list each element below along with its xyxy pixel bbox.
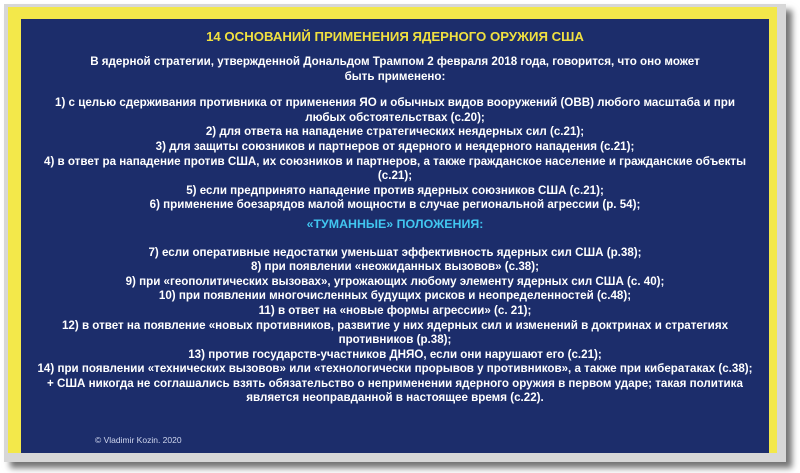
list-item: 14) при появлении «технических вызовов» или «технологически прорывов у противников», а также при кибератаках (с.38); [37,362,753,376]
list-item: 11) в ответ на «новые формы агрессии» (с. 21); [258,303,532,317]
list-item: 9) при «геополитических вызовах», угрожающих любому элементу ядерных сил США (с. 40); [125,274,665,288]
copyright-credit: © Vladimir Kozin. 2020 [95,435,182,445]
list-item: 4) в ответ ра нападение против США, их союзников и партнеров, а также гражданское население и гражданские объекты (с.21); [44,154,746,183]
slide-panel [21,19,769,453]
slide-title: 14 ОСНОВАНИЙ ПРИМЕНЕНИЯ ЯДЕРНОГО ОРУЖИЯ США [206,29,584,44]
vague-provisions-heading: «ТУМАННЫЕ» ПОЛОЖЕНИЯ: [306,216,484,231]
list-item: + США никогда не соглашались взять обязательство о неприменении ядерного оружия в первом ударе; такая политика является неоправданной в настоящее время (с.22). [47,376,743,405]
list-item: 10) при появлении многочисленных будущих рисков и неопределенностей (с.48); [158,289,632,303]
intro-text: В ядерной стратегии, утвержденной Дональдом Трампом 2 февраля 2018 года, говорится, что оно может быть применено: [90,55,700,83]
list-item: 13) против государств-участников ДНЯО, если они нарушают его (с.21); [188,347,602,361]
list-item: 6) применение боезарядов малой мощности в случае региональной агрессии (р. 54); [149,198,641,212]
list-item: 12) в ответ на появление «новых противников, развитие у них ядерных сил и изменений в доктринах и стратегиях противников (р.38); [61,318,729,347]
list-item: 5) если предпринято нападение против ядерных союзников США (с.21); [186,183,604,197]
list-item: 3) для защиты союзников и партнеров от ядерного и неядерного нападения (с.21); [155,139,635,153]
list-item: 8) при появлении «неожиданных вызовов» (с.38); [251,260,539,274]
list-item: 1) с целью сдерживания противника от применения ЯО и обычных видов вооружений (ОВВ) любого масштаба и при любых обстоятельствах (с.20); [55,96,735,124]
list-item: 7) если оперативные недостатки уменьшат эффективность ядерных сил США (р.38); [148,245,642,259]
vague-provisions-list [35,246,755,407]
list-item: 2) для ответа на нападение стратегических неядерных сил (с.21); [205,125,585,139]
main-grounds-list [35,96,755,213]
